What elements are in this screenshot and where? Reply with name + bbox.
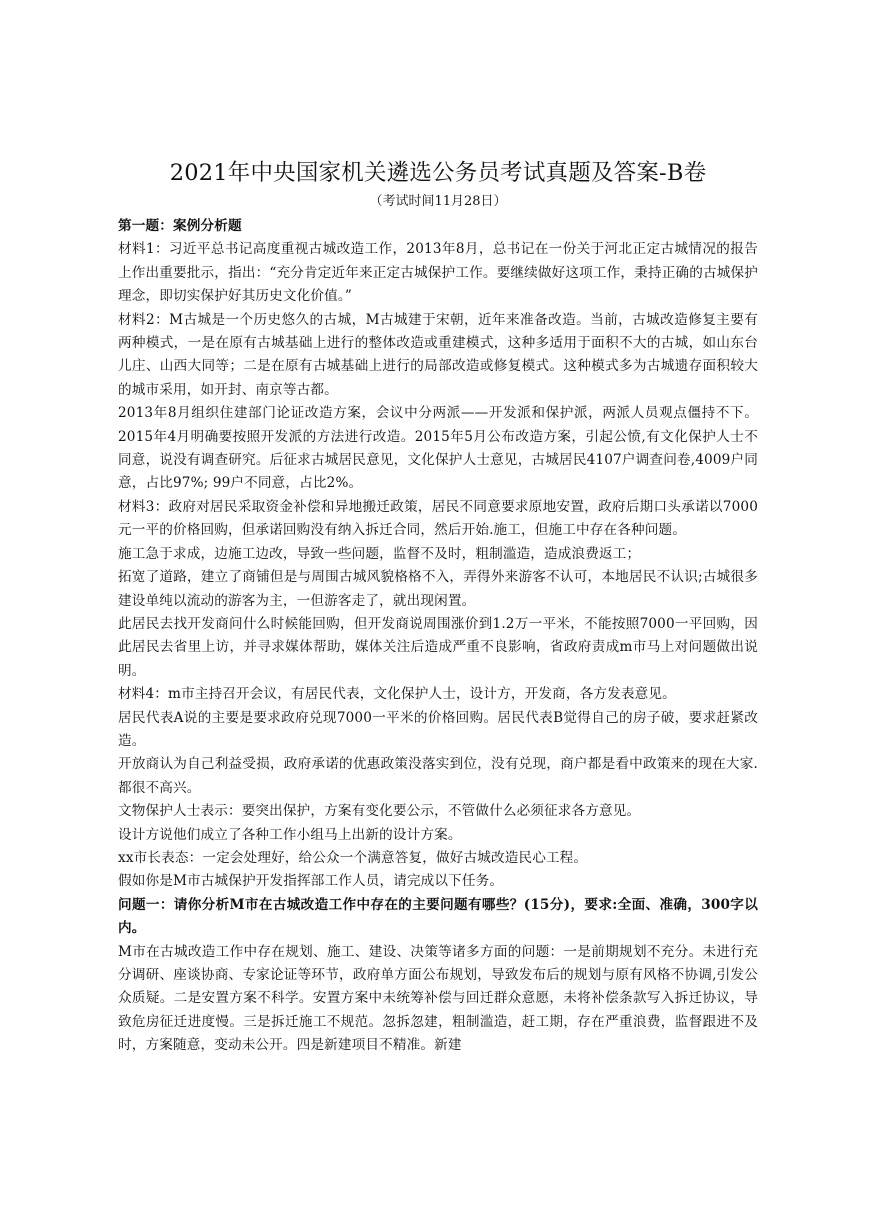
construction-issues-paragraph: 施工急于求成，边施工边改，导致一些问题，监督不及时，粗制滥造，造成浪费返工； bbox=[118, 545, 641, 562]
material-3-paragraph: 材料3：政府对居民采取资金补偿和异地搬迁政策，居民不同意要求原地安置，政府后期口头承诺以7000元一平的价格回购，但承诺回购没有纳入拆迁合同，然后开始.施工，但施工中存在各种问题。 bbox=[118, 498, 758, 539]
document-body bbox=[118, 155, 758, 1058]
task-instruction-paragraph: 假如你是M市古城保护开发指挥部工作人员，请完成以下任务。 bbox=[118, 873, 504, 890]
document-title: 2021年中央国家机关遴选公务员考试真题及答案-B卷 bbox=[169, 160, 707, 186]
section-heading: 第一题：案例分析题 bbox=[118, 218, 242, 234]
residents-petition-paragraph: 此居民去找开发商问什么时候能回购，但开发商说周围涨价到1.2万一平米，不能按照7000一平回购，因此居民去省里上访，并寻求媒体帮助，媒体关注后造成严重不良影响，省政府责成m市马上对问题做出说明。 bbox=[118, 615, 758, 679]
material-2-continuation-paragraph: 2013年8月组织住建部门论证改造方案，会议中分两派——开发派和保护派，两派人员观点僵持不下。2015年4月明确要按照开发派的方法进行改造。2015年5月公布改造方案，引起公愤,有文化保护人士不同意，说没有调查研究。后征求古城居民意见，文化保护人士意见，古城居民4107户调查问卷,4009户同意，占比97%; 99户不同意，占比2%。 bbox=[118, 405, 758, 492]
developer-opinion-paragraph: 开放商认为自己利益受损，政府承诺的优惠政策没落实到位，没有兑现，商户都是看中政策来的现在大家.都很不高兴。 bbox=[118, 756, 758, 796]
resident-representatives-paragraph: 居民代表A说的主要是要求政府兑现7000一平米的价格回购。居民代表B觉得自己的房子破，要求赶紧改造。 bbox=[118, 709, 758, 749]
material-4-paragraph: 材料4：m市主持召开会议，有居民代表，文化保护人士，设计方，开发商，各方发表意见。 bbox=[118, 686, 676, 703]
answer-1: M市在古城改造工作中存在规划、施工、建设、决策等诸多方面的问题：一是前期规划不充分。未进行充分调研、座谈协商、专家论证等环节，政府单方面公布规划，导致发布后的规划与原有风格不协调,引发公众质疑。二是安置方案不科学。安置方案中未统筹补偿与回迁群众意愿，未将补偿条款写入拆迁协议，导致危房征迁进度慢。三是拆迁施工不规范。忽拆忽建，粗制滥造，赶工期，存在严重浪费，监督跟进不及时，方案随意，变动未公开。四是新建项目不精准。新建 bbox=[118, 943, 758, 1054]
material-1-paragraph: 材料1：习近平总书记高度重视古城改造工作，2013年8月，总书记在一份关于河北正定古城情况的报告上作出重要批示，指出：“充分肯定近年来正定古城保护工作。要继续做好这项工作，秉持正确的古城保护理念，即切实保护好其历史文化价值。” bbox=[118, 241, 758, 305]
exam-time-subtitle: （考试时间11月28日） bbox=[369, 194, 507, 209]
heritage-protection-paragraph: 文物保护人士表示：要突出保护，方案有变化要公示，不管做什么必须征求各方意见。 bbox=[118, 803, 641, 820]
road-widening-paragraph: 拓宽了道路，建立了商铺但是与周围古城风貌格格不入，弄得外来游客不认可，本地居民不认识;古城很多建设单纯以流动的游客为主，一但游客走了，就出现闲置。 bbox=[118, 569, 758, 609]
question-1: 问题一：请你分析M市在古城改造工作中存在的主要问题有哪些？(15分)，要求:全面、准确，300字以内。 bbox=[118, 896, 758, 937]
designer-opinion-paragraph: 设计方说他们成立了各种工作小组马上出新的设计方案。 bbox=[118, 826, 462, 843]
material-2-paragraph: 材料2：M古城是一个历史悠久的古城，M古城建于宋朝，近年来准备改造。当前，古城改造修复主要有两种模式，一是在原有古城基础上进行的整体改造或重建模式，这种多适用于面积不大的古城，如山东台儿庄、山西大同等；二是在原有古城基础上进行的局部改造或修复模式。这种模式多为古城遗存面积较大的城市采用，如开封、南京等古都。 bbox=[118, 311, 758, 398]
mayor-statement-paragraph: xx市长表态：一定会处理好，给公众一个满意答复，做好古城改造民心工程。 bbox=[118, 849, 588, 866]
